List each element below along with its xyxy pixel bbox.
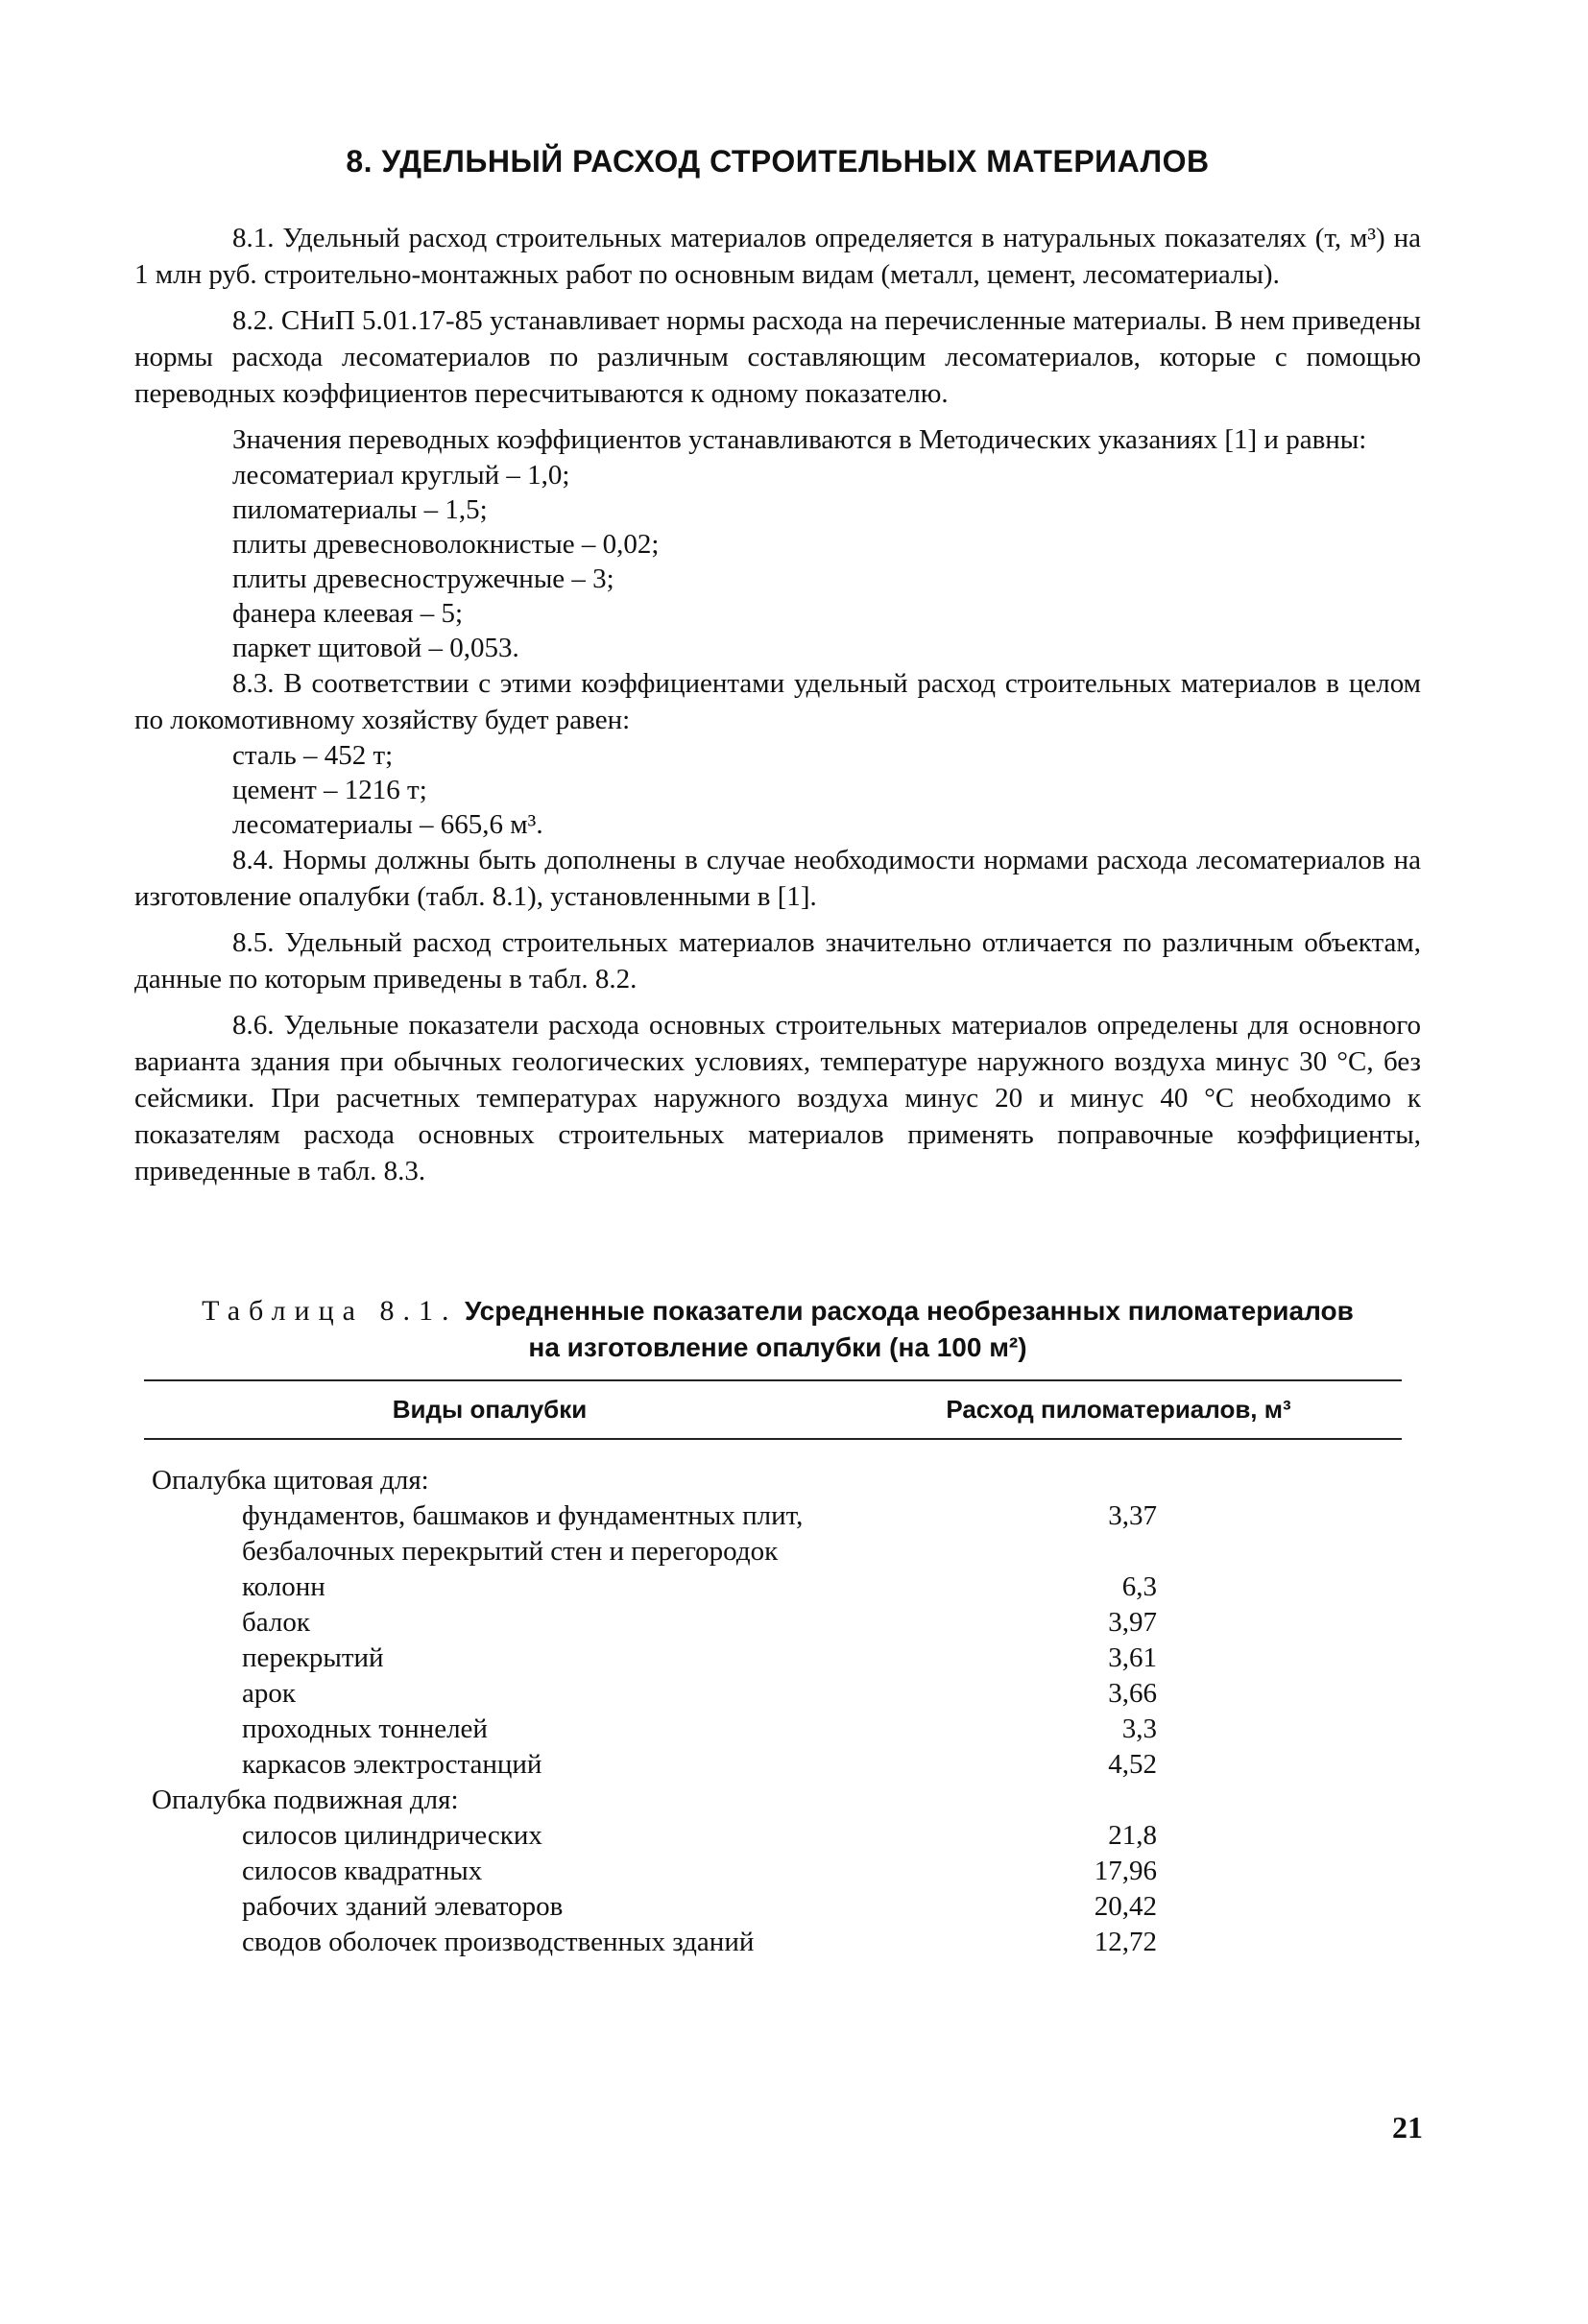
coefficient-item: паркет щитовой – 0,053. (232, 633, 519, 663)
formwork-type-cell: Опалубка подвижная для: (152, 1785, 459, 1815)
paragraph-8-2: 8.2. СНиП 5.01.17-85 устанавливает нормы расхода на перечисленные материалы. В нем приведены нормы расхода лесоматериалов по различным составляющим лесоматериалов, которые с помощью переводных коэффициентов пересчитываются к одному показателю. (134, 305, 1421, 409)
table-row (144, 1818, 1402, 1854)
formwork-type-cell: рабочих зданий элеваторов (242, 1891, 564, 1922)
paragraph-8-6: 8.6. Удельные показатели расхода основных строительных материалов определены для основного варианта здания при обычных геологических условиях, температуре наружного воздуха минус 30 °С, без сейсмики. При расчетных температурах наружного воздуха минус 20 и минус 40 °С необходимо к показателям расхода основных строительных материалов применять поправочные коэффициенты, приведенные в табл. 8.3. (134, 1010, 1421, 1186)
formwork-type-cell: балок (242, 1607, 310, 1638)
formwork-table (144, 1379, 1402, 1960)
section-title: 8. УДЕЛЬНЫЙ РАСХОД СТРОИТЕЛЬНЫХ МАТЕРИАЛОВ (346, 144, 1210, 179)
table-body (144, 1439, 1402, 1960)
consumption-value-cell: 4,52 (1108, 1749, 1157, 1780)
table-row (144, 1569, 1402, 1605)
consumption-value-cell (835, 1439, 1402, 1498)
formwork-type-cell: арок (242, 1678, 296, 1709)
consumption-value-cell: 12,72 (1094, 1927, 1157, 1957)
table-row (144, 1747, 1402, 1783)
paragraph-coefficients-intro: Значения переводных коэффициентов устанавливаются в Методических указаниях [1] и равны: (232, 424, 1367, 455)
material-item: цемент – 1216 т; (232, 775, 427, 805)
table-caption-line1: Усредненные показатели расхода необрезанных пиломатериалов (464, 1296, 1354, 1326)
table-row (144, 1854, 1402, 1889)
materials-list (134, 738, 1421, 842)
coefficient-item: лесоматериал круглый – 1,0; (232, 460, 570, 491)
formwork-type-cell: фундаментов, башмаков и фундаментных плит, безбалочных перекрытий стен и перегородок (242, 1500, 804, 1567)
formwork-type-cell: колонн (242, 1571, 325, 1602)
table-header-row (144, 1380, 1402, 1439)
consumption-value-cell: 3,66 (1108, 1678, 1157, 1709)
paragraph-8-5: 8.5. Удельный расход строительных материалов значительно отличается по различным объектам, данные по которым приведены в табл. 8.2. (134, 927, 1421, 994)
coefficient-item: фанера клеевая – 5; (232, 598, 464, 629)
consumption-value-cell: 3,97 (1108, 1607, 1157, 1638)
column-header-consumption: Расход пиломатериалов, м³ (835, 1380, 1402, 1439)
column-header-formwork-type: Виды опалубки (144, 1380, 835, 1439)
coefficient-item: пиломатериалы – 1,5; (232, 494, 488, 525)
consumption-value-cell: 6,3 (1121, 1571, 1157, 1602)
table-label: Таблица 8.1. (202, 1295, 458, 1327)
formwork-type-cell: каркасов электростанций (242, 1749, 542, 1780)
table-row (144, 1676, 1402, 1712)
consumption-value-cell: 20,42 (1094, 1891, 1157, 1922)
coefficients-list (134, 458, 1421, 665)
table-row (144, 1641, 1402, 1676)
table-row (144, 1783, 1402, 1818)
material-item: лесоматериалы – 665,6 м³. (232, 809, 543, 840)
table-caption (134, 1293, 1421, 1366)
formwork-type-cell: силосов квадратных (242, 1856, 483, 1886)
formwork-type-cell: перекрытий (242, 1642, 384, 1673)
consumption-value-cell: 17,96 (1094, 1856, 1157, 1886)
paragraph-8-4: 8.4. Нормы должны быть дополнены в случае необходимости нормами расхода лесоматериалов на изготовление опалубки (табл. 8.1), установленными в [1]. (134, 845, 1421, 912)
table-row (144, 1712, 1402, 1747)
table-row (144, 1498, 1402, 1569)
consumption-value-cell: 21,8 (1108, 1820, 1157, 1851)
formwork-type-cell: силосов цилиндрических (242, 1820, 542, 1851)
table-row (144, 1439, 1402, 1498)
document-page (134, 144, 1421, 1960)
paragraph-8-1: 8.1. Удельный расход строительных материалов определяется в натуральных показателях (т, м³) на 1 млн руб. строительно-монтажных работ по основным видам (металл, цемент, лесоматериалы). (134, 223, 1421, 290)
table-row (144, 1925, 1402, 1960)
consumption-value-cell: 3,61 (1108, 1642, 1157, 1673)
paragraph-8-3: 8.3. В соответствии с этими коэффициентами удельный расход строительных материалов в целом по локомотивному хозяйству будет равен: (134, 668, 1421, 735)
table-row (144, 1605, 1402, 1641)
consumption-value-cell (835, 1783, 1402, 1818)
coefficient-item: плиты древесноволокнистые – 0,02; (232, 529, 660, 560)
material-item: сталь – 452 т; (232, 740, 394, 771)
formwork-type-cell: проходных тоннелей (242, 1713, 488, 1744)
formwork-type-cell: сводов оболочек производственных зданий (242, 1927, 755, 1957)
coefficient-item: плиты древесностружечные – 3; (232, 563, 614, 594)
consumption-value-cell: 3,37 (1108, 1500, 1157, 1531)
table-row (144, 1889, 1402, 1925)
page-number: 21 (1392, 2110, 1423, 2144)
table-caption-line2: на изготовление опалубки (на 100 м²) (528, 1332, 1027, 1362)
consumption-value-cell: 3,3 (1121, 1713, 1157, 1744)
formwork-type-cell: Опалубка щитовая для: (152, 1465, 429, 1496)
